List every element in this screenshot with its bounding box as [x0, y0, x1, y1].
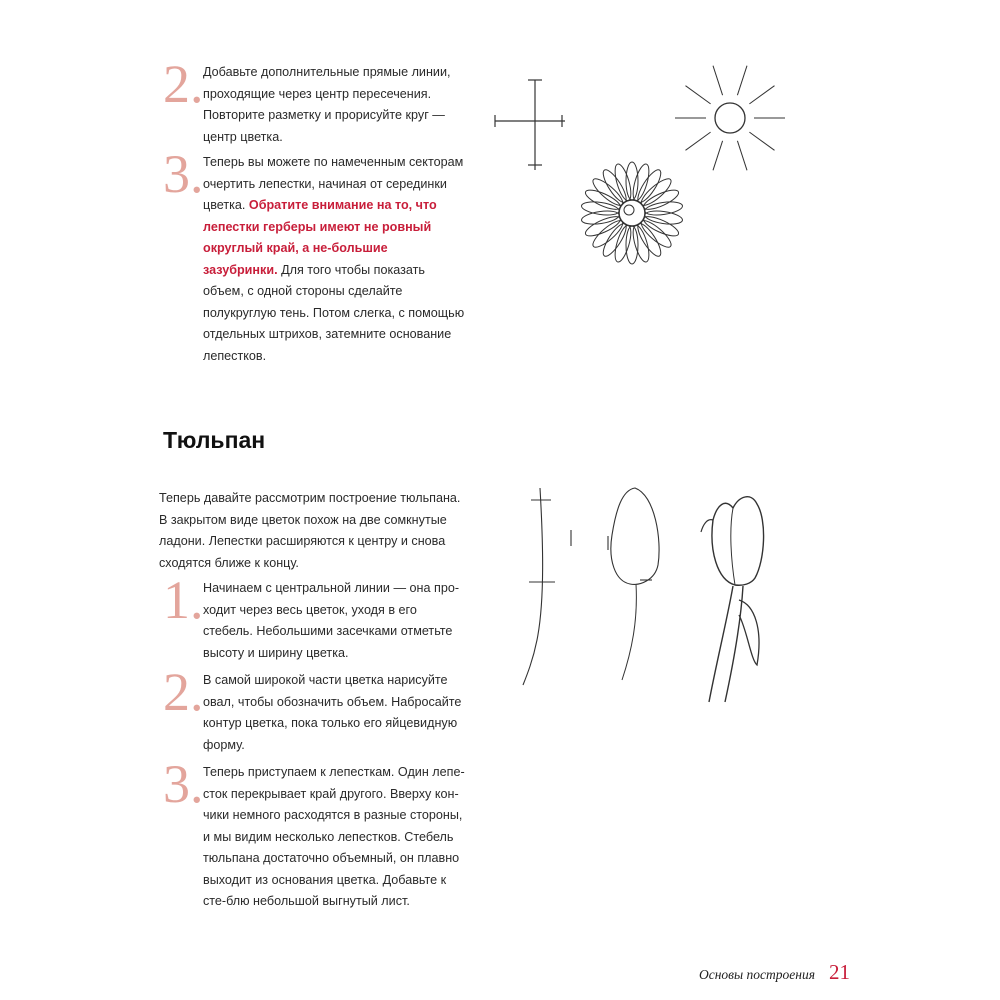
- sketch-petal: [583, 186, 623, 213]
- sketch-ray: [713, 141, 723, 170]
- highlight-note: Обратите внимание на то, что лепестки герберы имеют не ровный округлый край, а не-большие зазубринки.: [203, 198, 437, 277]
- page-footer: [699, 960, 850, 985]
- step-text: Теперь приступаем к лепесткам. Один лепе-сток перекрывает край другого. Вверху кон-чики немного расходятся в разные стороны, и мы видим несколько лепестков. Стебель тюльпана достаточно объемный, он плавно выходит из основания цветка. Добавьте к сте-блю небольшой выгнутый лист.: [203, 765, 465, 908]
- step-number: 2.: [163, 662, 204, 722]
- sketch-petal: [581, 200, 620, 217]
- sketch-petal: [644, 209, 683, 226]
- gerbera-flower-sketch: [575, 160, 690, 270]
- sketch-petal: [581, 209, 620, 226]
- step-number: 3.: [163, 144, 204, 204]
- step-text: Начинаем с центральной линии — она про-ходит через весь цветок, уходя в его стебель. Небольшими засечками отметьте высоту и ширину цветка.: [203, 581, 460, 660]
- sketch-ray: [713, 66, 723, 95]
- sketch-petal: [626, 226, 638, 264]
- tulip-final-sketch: [695, 490, 775, 705]
- gerbera-step-2: [163, 54, 483, 148]
- sketch-petal: [583, 213, 623, 240]
- step-text: В самой широкой части цветка нарисуйте овал, чтобы обозначить объем. Набросайте контур цветка, пока только его яйцевидную форму.: [203, 673, 462, 752]
- step-text: Добавьте дополнительные прямые линии, проходящие через центр пересечения. Повторите разметку и прорисуйте круг — центр цветка.: [203, 65, 451, 144]
- tulip-step-2: [163, 662, 473, 756]
- section-heading: Тюльпан: [163, 427, 266, 453]
- tulip-intro: Теперь давайте рассмотрим построение тюльпана. В закрытом виде цветок похож на две сомкнутые ладони. Лепестки расширяются к центру и снова сходятся ближе к концу.: [159, 491, 461, 570]
- tulip-axis-sketch: [515, 480, 575, 690]
- step-number: 2.: [163, 54, 204, 114]
- tulip-oval-sketch: [600, 480, 675, 690]
- page-number: 21: [829, 960, 850, 984]
- sketch-ray: [737, 66, 747, 95]
- sketch-petal: [641, 213, 681, 240]
- sketch-petal: [641, 186, 681, 213]
- sketch-ray: [749, 86, 774, 104]
- sketch-petal: [626, 162, 638, 200]
- step-number: 1.: [163, 570, 204, 630]
- step-text: [203, 152, 465, 367]
- gerbera-step-3: [163, 144, 473, 367]
- step-number: 3.: [163, 754, 204, 814]
- tulip-step-1: [163, 570, 473, 664]
- sketch-ray: [737, 141, 747, 170]
- gerbera-axis-sketch: [490, 75, 570, 185]
- step-text-intro: Теперь вы можете по намеченным секторам очертить лепестки, начиная от серединки цветка.: [203, 155, 464, 212]
- tulip-step-3: [163, 754, 473, 913]
- sketch-ray: [686, 86, 711, 104]
- step-text-tail: Для того чтобы показать объем, с одной стороны сделайте полукруглую тень. Потом слегка, с помощью отдельных штрихов, затемните основание лепестков.: [203, 262, 465, 363]
- sketch-petal: [644, 200, 683, 217]
- section-label: Основы построения: [698, 967, 815, 982]
- sketch-ray: [686, 132, 711, 150]
- sketch-ray: [749, 132, 774, 150]
